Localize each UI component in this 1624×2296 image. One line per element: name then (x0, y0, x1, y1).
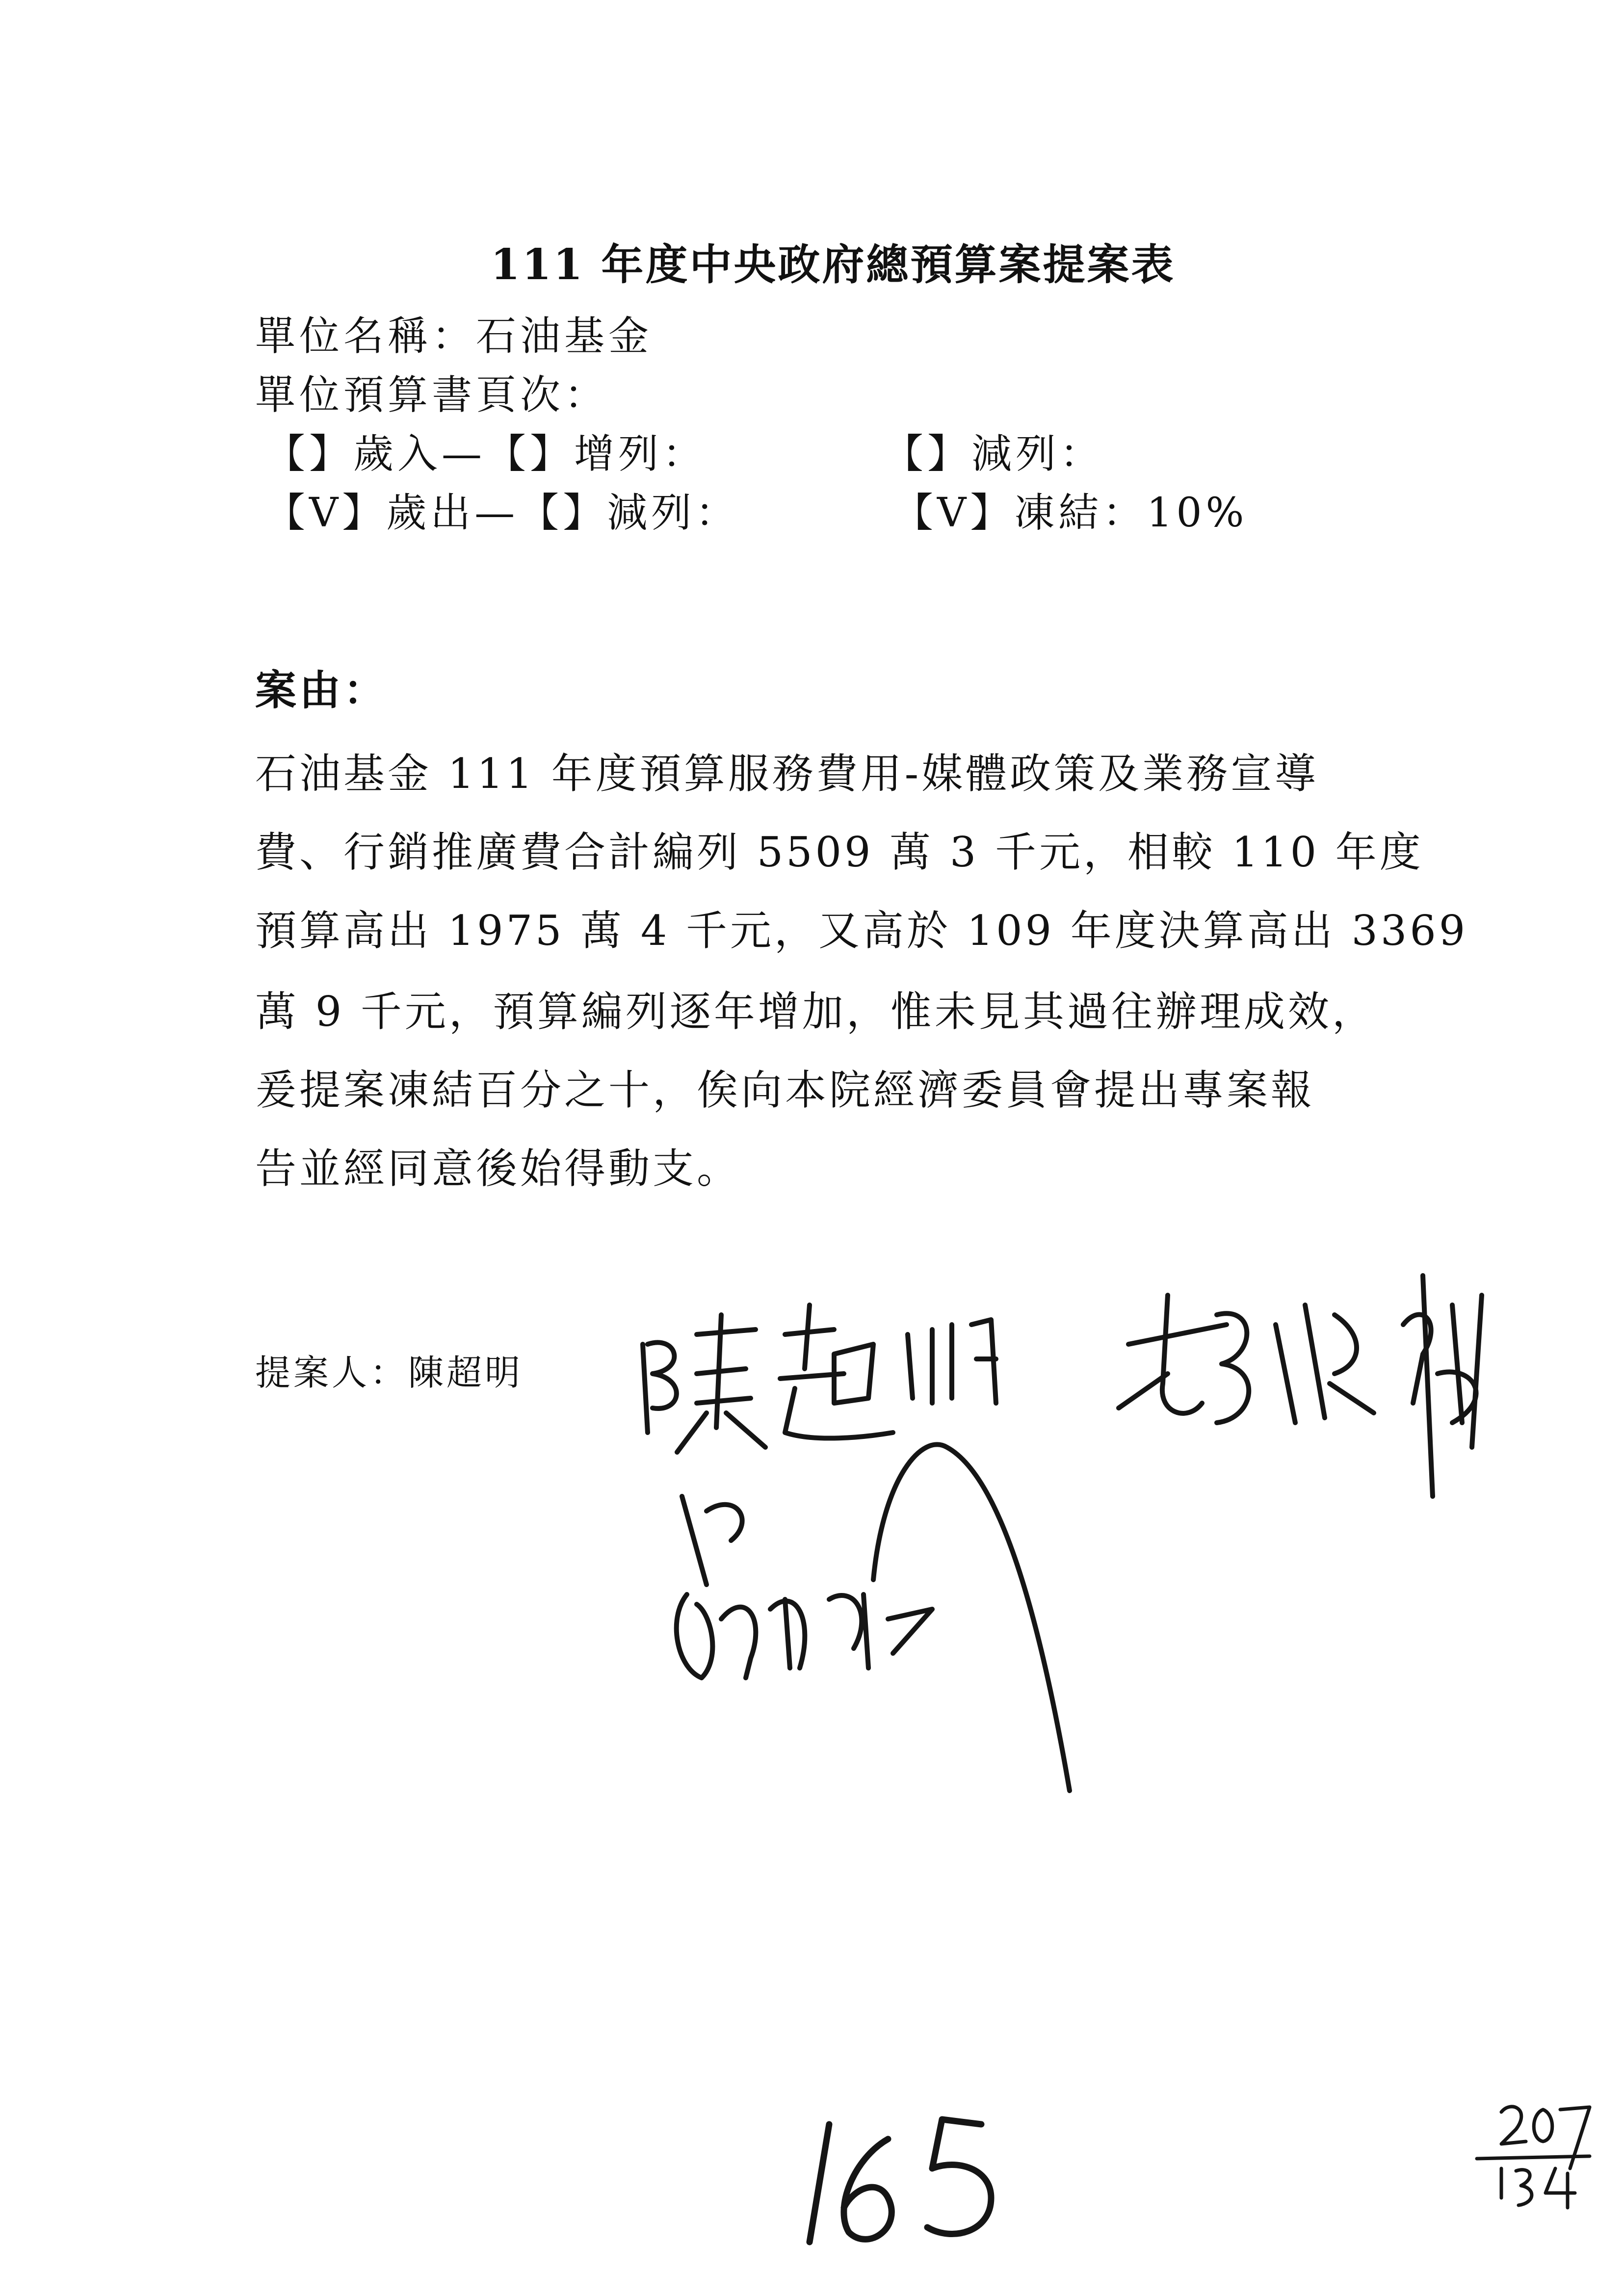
corner-page-note (1477, 2107, 1590, 2208)
revenue-decrease-option: 【】減列： (883, 431, 1104, 477)
signature-chen-chaoming (643, 1305, 996, 1452)
page-number-handwritten (810, 2119, 991, 2242)
unit-name: 單位名稱：石油基金 (255, 313, 653, 360)
reason-line-4: 萬 9 千元，預算編列逐年增加，惟未見其過往辦理成效， (255, 988, 1376, 1036)
proposer-label: 提案人：陳超明 (255, 1352, 524, 1393)
expenditure-decrease-option: 【V】歲出—【】減列： (265, 490, 740, 536)
reason-line-5: 爰提案凍結百分之十，俟向本院經濟委員會提出專案報 (255, 1066, 1315, 1114)
budget-page-number: 單位預算書頁次： (255, 372, 609, 418)
signature-cosigner-2 (677, 1444, 1070, 1791)
revenue-increase-option: 【】歲入—【】增列： (265, 431, 707, 477)
reason-line-1: 石油基金 111 年度預算服務費用-媒體政策及業務宣導 (255, 750, 1319, 798)
reason-line-6: 告並經同意後始得動支。 (255, 1145, 741, 1193)
freeze-option: 【V】凍結：10% (893, 490, 1248, 536)
reason-line-2: 費、行銷推廣費合計編列 5509 萬 3 千元，相較 110 年度 (255, 828, 1424, 876)
form-title: 111 年度中央政府總預算案提案表 (491, 240, 1176, 289)
reason-heading: 案由： (255, 666, 388, 714)
reason-line-3: 預算高出 1975 萬 4 千元，又高於 109 年度決算高出 3369 (255, 907, 1468, 955)
signature-cosigner-1 (1119, 1276, 1482, 1496)
